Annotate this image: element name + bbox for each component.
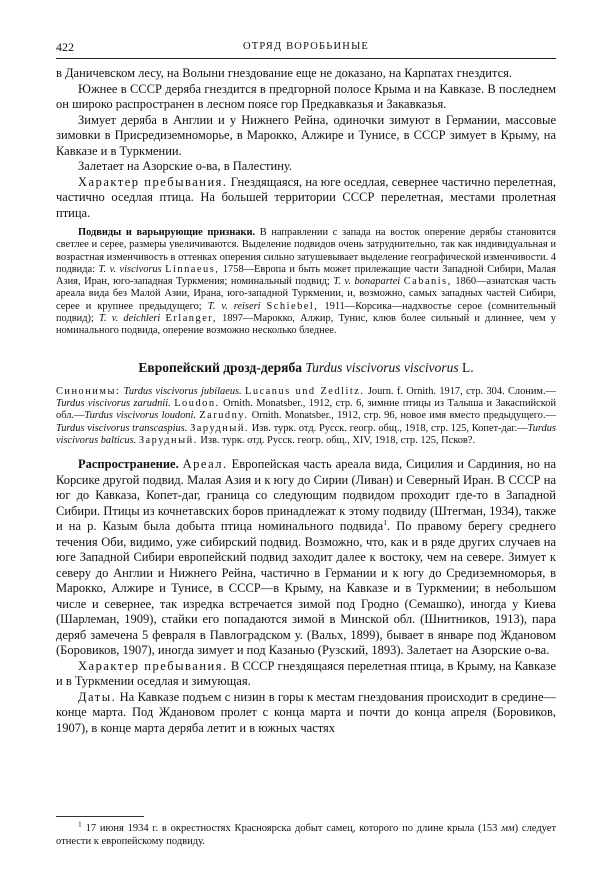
subspecies-heading: Подвиды и варьирующие признаки. [78,227,256,238]
synonym-ref: Изв. турк. отд. Русск. геогр. общ., 1918, стр. 125, Копет-даг.— [251,422,528,434]
dates-paragraph [56,690,556,737]
page-header [56,40,556,59]
species-heading [56,360,556,376]
synonyms-heading: Синонимы: [56,385,121,397]
subspecies-author: Erlanger, [165,313,217,325]
dates-heading: Даты. [78,689,117,704]
paragraph-stay-character [56,175,556,222]
synonym-name: Turdus viscivorus transcaspius. [56,422,188,434]
subspecies-name: T. v. deichleri [99,313,161,325]
subspecies-author: Cabanis, [403,276,452,288]
synonym-author: Lucanus und Zedlitz. [245,385,365,397]
footnote-divider [56,816,144,817]
synonym-name: Turdus viscivorus loudoni. [84,410,196,422]
paragraph-wintering: Зимует деряба в Англии и у Нижнего Рейна, одиночки зимуют в Германии, массовые зимовки в Присредиземноморье, в Марокко, Алжире и Тунисе, в СССР зимует в Крыму, на Кавказе и в Туркмении. [56,112,556,158]
subspecies-text: 1911—Корсика—надхвостье серое (сомнительный подвид); [56,300,556,325]
synonym-author: Loudon. [174,397,220,409]
synonym-author: Zarudny. [199,410,249,422]
footnote-mark: 1 [78,819,82,829]
subspecies-text: 1897—Марокко, Алжир, Тунис, клюв более сильный и длиннее, чем у номинального подвида, оперение возможно несколько бледнее. [56,313,556,337]
paragraph-vagrancy: Залетает на Азорские о-ва, в Палестину. [78,159,293,173]
synonym-author: Зарудный. [138,434,198,446]
stay-heading: Характер пребывания. [78,658,228,673]
synonym-ref: Journ. f. Ornith. 1917, стр. 304. Слоним.— [367,385,556,397]
species-author: L. [461,359,474,375]
subspecies-paragraph [56,227,556,338]
stay-text: В СССР гнездящаяся перелетная птица, в Крыму, на Кавказе и в Туркмении оседлая и зимующая. [56,658,556,689]
synonym-name: Turdus viscivorus jubilaeus. [123,385,242,397]
footnote-reference: 1 [383,518,387,527]
synonyms-paragraph [56,386,556,447]
range-subheading: Ареал. [182,457,228,472]
subspecies-name: T. v. viscivorus [98,263,162,275]
subspecies-author: Schiebel, [266,300,319,312]
synonym-author: Зарудный. [190,422,249,434]
paragraph-south-nesting: Южнее в СССР деряба гнездится в предгорной полосе Крыма и на Кавказе. В последнем он широко распространен в лесном поясе гор Предкавказья и Закавказья. [56,81,556,111]
distribution-text: Европейская часть ареала вида, Сицилия и Сардиния, но на Корсике другой подвид. Малая Азия и к югу до Сирии (Ливан) и Северный Иран. В СССР на юг до Кавказа, Копет-даг, граница со следующим подвидом проходит где-то в Западной Сибири. Птицы из кочнетавских боров принадлежат к этому подвиду (Штегман, 1934), также и на р. Казым была добыта птица номинального подвида [56,457,557,534]
stay-paragraph [56,659,556,690]
synonym-name: Turdus viscivorus zarudnii. [56,397,171,409]
paragraph-carkpathians: в Даничевском лесу, на Волыни гнездование еще не доказано, на Карпатах гнездится. [56,66,513,80]
dates-text: На Кавказе подъем с низин в горы к местам гнездования происходит в средине—конце марта. Под Ждановом пролет с конца марта и почти до конца апреля (Боровиков, 1907), в конце марта деряба летит и в южных частях [56,689,556,735]
distribution-paragraph [56,457,556,659]
distribution-text: . По правому берегу среднего течения Оби, видимо, уже сибирский подвид. Возможно, что, как и в ряде других случаев на юге Западной Сибири европейский подвид заходит далее к востоку, чем на севере. Зимует к северу до Англии и Нижнего Рейна, частично в Германии и к югу до Средиземноморья, в Марокко, Алжире и Тунисе, в СССР—в Крыму, на Кавказе и в Туркмении; в небольшом числе и севернее, так изредка встречается зимой под Гродно (Семашко), иногда у Киева (Шарлеман, 1909), стайки его попадаются зимой в Минской обл. (Шнитников, 1913), пара деряб замечена 5 февраля в Павлоградском у. (Вальх, 1899), бывает в январе под Ждановом (Боровиков, 1907), иногда зимует и под Казанью (Рузский, 1893). Залетает на Азорские о-ва. [56,519,556,658]
stay-text: Гнездящаяся, на юге оседлая, севернее частично перелетная, частично оседлая птица. На большей территории СССР перелетная, местами пролетная птица. [56,174,557,220]
synonym-ref: Ornith. Monatsber., 1912, стр. 96, новое имя вместо предыдущего.— [251,410,556,422]
species-common-name: Европейский дрозд-деряба [138,359,302,375]
distribution-heading: Распространение. [78,457,179,472]
footnote-text: 17 июня 1934 г. в окрестностях Красноярска добыт самец, которого по длине крыла (153 [85,823,498,834]
running-title: ОТРЯД ВОРОБЬИНЫЕ [242,41,370,52]
synonym-ref: Ornith. Monatsber., 1912, стр. 6, зимние птицы из Талыша и Закаспийской обл.— [56,397,556,422]
subspecies-text: 1860—азиатская часть ареала вида без Малой Азии, Ирана, юго-западной Туркмении, и, возможно, самых западных частей Сибири, серее и крупнее предыдущего; [56,276,556,312]
species-latin-name: Turdus viscivorus viscivorus [305,359,459,375]
page-body [56,66,556,736]
synonym-name: Turdus viscivorus balticus. [56,422,556,446]
footnote [56,819,557,848]
synonym-ref: Изв. турк. отд. Русск. геогр. общ., XIV, 1918, стр. 125, Псков?. [200,434,476,446]
subspecies-text: 1758—Европа и быть может прилежащие части Западной Сибири, Малая Азия, Иран, юго-западная Туркмения; номинальный подвид; [56,263,556,288]
subspecies-name: T. v. reiseri [207,300,261,312]
subspecies-name: T. v. bonapartei [333,276,401,288]
footnote-unit: мм [501,823,515,834]
footnote-text: ) следует отнести к европейскому подвиду. [56,823,557,847]
subspecies-author: Linnaeus, [165,263,220,275]
page-number: 422 [56,40,74,54]
stay-heading: Характер пребывания. [78,174,228,189]
subspecies-text: В направлении с запада на восток оперение дерябы становится светлее и серее, размеры увеличиваются. Выделение подвидов очень затруднительно, так как индивидуальная и возрастная изменчивость в оттенках оперения сильно затушевывает выделение географической изменчивости. 4 подвида: [56,227,556,275]
